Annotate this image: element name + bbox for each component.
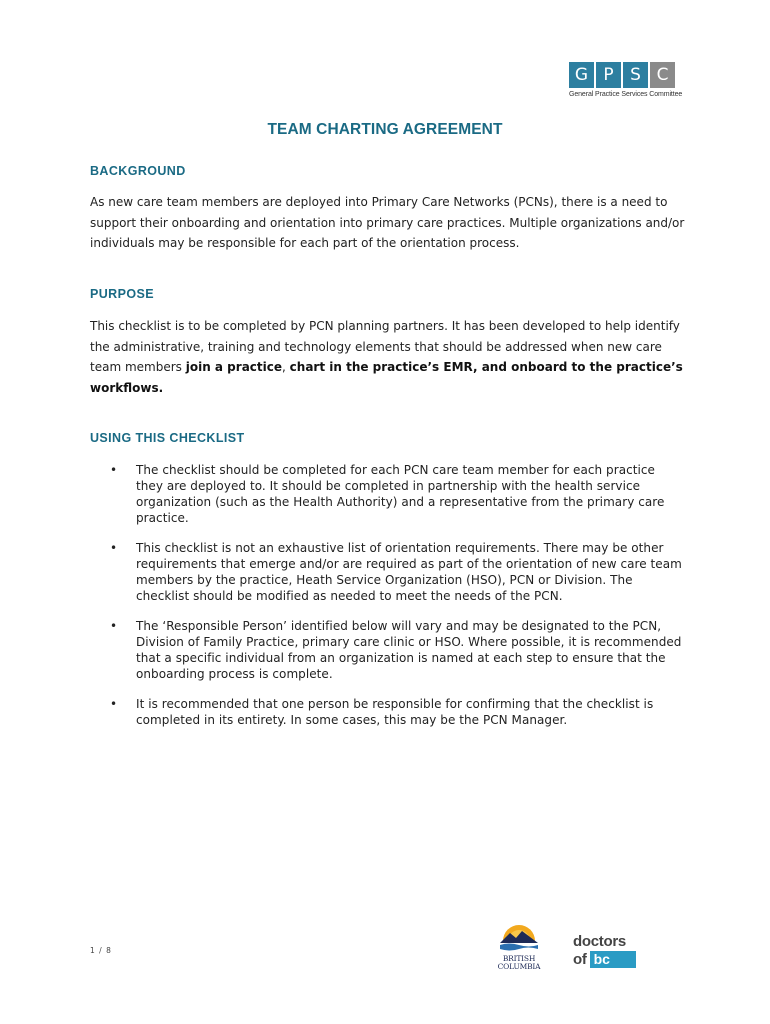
list-item (110, 618, 685, 682)
bullet-text: The ‘Responsible Person’ identified below will vary and may be designated to the PCN, Division of Family Practice, primary care clinic or HSO. Where possible, it is recommended that a specific individual from an organization is named at each step to ensure that the onboarding process is complete. (136, 619, 682, 681)
purpose-text (90, 316, 690, 398)
of-text: of (573, 951, 587, 968)
page-number: 1 / 8 (90, 946, 112, 955)
british-columbia-logo (494, 925, 544, 971)
bc-sun-mountain-icon (500, 925, 538, 951)
purpose-bold-chart: chart in the practice’s EMR, and onboard to the practice’s workflows. (90, 360, 683, 395)
list-item (110, 540, 685, 604)
list-item (110, 462, 685, 526)
bullet-text: This checklist is not an exhaustive list of orientation requirements. There may be other requirements that emerge and/or are required as part of the orientation of new care team members by the practice, Heath Service Organization (HSO), PCN or Division. The checklist should be modified as needed to meet the needs of the PCN. (136, 541, 682, 603)
list-item (110, 696, 685, 728)
bc-badge: bc (590, 951, 636, 968)
using-heading: USING THIS CHECKLIST (90, 431, 245, 445)
checklist-bullets (110, 462, 685, 742)
background-heading: BACKGROUND (90, 164, 186, 178)
purpose-bold-join: join a practice (185, 360, 283, 374)
doctors-text: doctors (573, 933, 626, 950)
bullet-text: The checklist should be completed for each PCN care team member for each practice they are deployed to. It should be completed in partnership with the health service organization (such as the Health Authority) and a representative from the primary care practice. (136, 463, 665, 525)
bullet-text: It is recommended that one person be responsible for confirming that the checklist is completed in its entirety. In some cases, this may be the PCN Manager. (136, 697, 654, 727)
bullet-icon: • (110, 697, 118, 711)
logo-letter-p: P (596, 62, 621, 88)
logo-tagline: General Practice Services Committee (569, 91, 683, 98)
bullet-icon: • (110, 541, 118, 555)
logo-letter-s: S (623, 62, 648, 88)
gpsc-logo (569, 62, 683, 98)
purpose-separator: , (282, 360, 290, 374)
bc-logo-line1: BRITISH (502, 954, 536, 963)
bullet-icon: • (110, 619, 118, 633)
logo-letter-g: G (569, 62, 594, 88)
doctors-of-bc-logo (573, 934, 636, 968)
logo-letter-c: C (650, 62, 675, 88)
purpose-text-start: This checklist is to be completed by PCN planning partners. It has been developed to help identify the administrative, training and technology elements that should be addressed when new care team members (90, 319, 680, 374)
background-text: As new care team members are deployed into Primary Care Networks (PCNs), there is a need to support their onboarding and orientation into primary care practices. Multiple organizations and/or individuals may be responsible for each part of the orientation process. (90, 195, 685, 250)
purpose-heading: PURPOSE (90, 287, 154, 301)
document-title: TEAM CHARTING AGREEMENT (267, 121, 503, 138)
bc-logo-line2: COLUMBIA (497, 962, 541, 971)
bullet-icon: • (110, 463, 118, 477)
